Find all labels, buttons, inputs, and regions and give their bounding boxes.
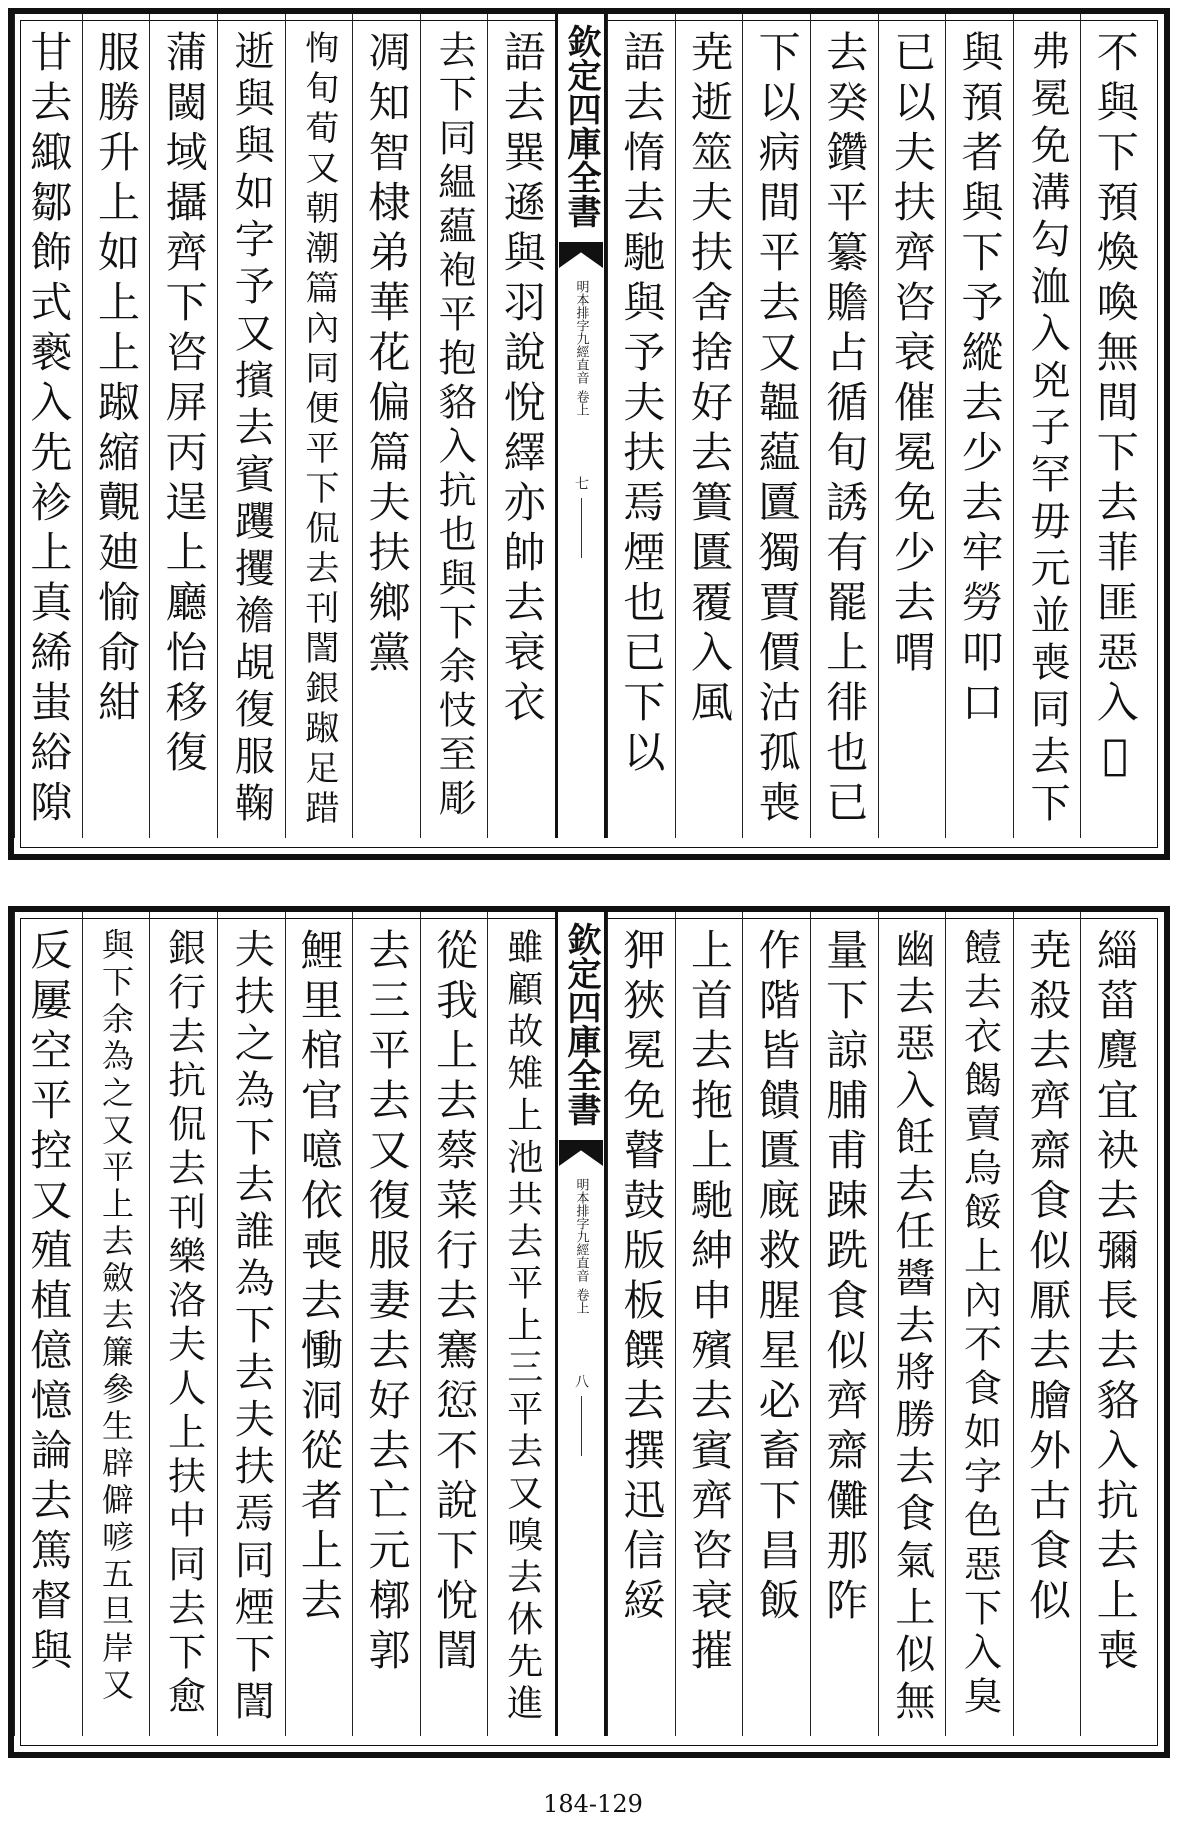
- text-column: 量下諒脯甫踈跣食似齊齋儺那阼: [810, 912, 878, 1736]
- text-column: 上首去拖上馳紳申殯去賓齊咨衰摧: [675, 912, 743, 1736]
- center-fold: [555, 912, 607, 1736]
- text-column: 凋知智棣弟華花偏篇夫扶鄉黨: [352, 14, 420, 838]
- text-column: 緇菑麑宜袂去彌長去貉入抗去上喪: [1080, 912, 1148, 1736]
- text-column: 服勝升上如上上踧縮覿廸愉俞紺: [82, 14, 150, 838]
- text-column: 不與下預煥喚無間下去菲匪惡入𢿱: [1080, 14, 1148, 838]
- text-columns: [14, 912, 1148, 1736]
- fish-tail-mark: [559, 1140, 603, 1166]
- text-column: 弗冕免溝勾洫入兇子罕毋元並喪同去下: [1013, 14, 1081, 838]
- text-column: 語去巽遜與羽說悅繹亦帥去衰衣: [487, 14, 555, 838]
- text-column: 已以夫扶齊咨衰催冕免少去喟: [878, 14, 946, 838]
- text-column: 雖顧故雉上池共去平上三平去又嗅去休先進: [487, 912, 555, 1736]
- page-footer-number: 184-129: [543, 1790, 643, 1818]
- text-column: 甘去緅鄒飾式褻入先袗上真絺蚩綌隙: [14, 14, 82, 838]
- text-columns: [14, 14, 1148, 838]
- leaf-number: 七: [573, 476, 589, 490]
- text-column: 鯉里棺官噫依喪去慟洞從者上去: [285, 912, 353, 1736]
- fish-tail-mark: [559, 242, 603, 268]
- text-column: 下以病間平去又韞藴匵獨賈價沽孤喪: [742, 14, 810, 838]
- text-column: 蒲閾域攝齊下咨屏丙逞上廳怡移復: [149, 14, 217, 838]
- text-column: 恂旬荀又朝潮篇內同便平下侃去刊誾銀踧足踖: [285, 14, 353, 838]
- book-subtitle: 明本排字九經直音: [573, 1178, 589, 1282]
- text-column: 作階皆饋匱廐救腥星必畜下昌飯: [742, 912, 810, 1736]
- book-title: 欽定四庫全書: [561, 922, 601, 1126]
- text-column: 與預者與下予縱去少去牢勞叩口: [945, 14, 1013, 838]
- text-column: 與下余為之又平上去斂去簾參生辟僻喭五旦岸又: [82, 912, 150, 1736]
- text-column: 反屢空平控又殖植億憶論去篤督與: [14, 912, 82, 1736]
- book-title: 欽定四庫全書: [561, 24, 601, 228]
- text-column: 尭殺去齊齋食似厭去膾外古食似: [1013, 912, 1081, 1736]
- volume-label: 卷上: [573, 390, 589, 416]
- text-column: 去三平去又復服妻去好去亡元槨郭: [352, 912, 420, 1736]
- text-column: 饐去衣餲賣烏餒上內不食如字色惡下入臭: [945, 912, 1013, 1736]
- text-column: 逝與與如字予又擯去賓躩攫襜覘復服鞠: [217, 14, 285, 838]
- text-column: 語去惰去馳與予夫扶焉煙也已下以: [607, 14, 675, 838]
- text-column: 幽去惡入飪去任醬去將勝去食氣上似無: [878, 912, 946, 1736]
- lower-page: [0, 898, 1186, 1768]
- text-column: 銀行去抗侃去刊樂洛夫人上扶中同去下愈: [149, 912, 217, 1736]
- text-column: 去癸鑽平纂贍占循旬誘有罷上徘也已: [810, 14, 878, 838]
- upper-page: [0, 0, 1186, 870]
- leaf-number: 八: [573, 1374, 589, 1388]
- text-column: 去下同緼藴袍平抱貉入抗也與下余忮至彫: [420, 14, 488, 838]
- volume-label: 卷上: [573, 1288, 589, 1314]
- text-column: 尭逝筮夫扶舍捨好去簣匱覆入風: [675, 14, 743, 838]
- text-column: 狎狹冕免瞽鼓版板饌去撰迅信綏: [607, 912, 675, 1736]
- center-fold: [555, 14, 607, 838]
- text-column: 從我上去蔡菜行去騫愆不說下悅誾: [420, 912, 488, 1736]
- book-subtitle: 明本排字九經直音: [573, 280, 589, 384]
- text-column: 夫扶之為下去誰為下去夫扶焉同煙下誾: [217, 912, 285, 1736]
